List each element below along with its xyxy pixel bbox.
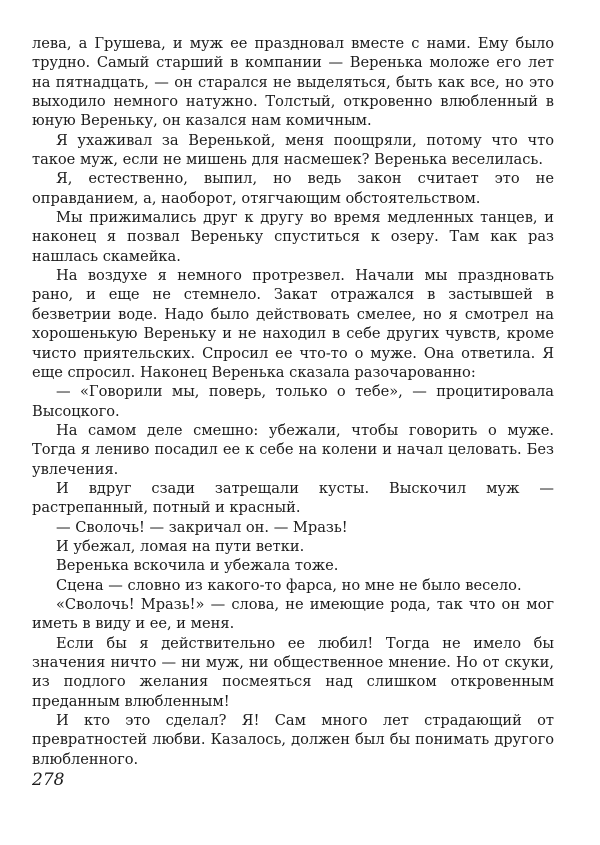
paragraph-14: Если бы я действительно ее любил! Тогда не имело бы значения ничто — ни муж, ни общественное мнение. Но от скуки, из подлого желания посмеяться над слишком откровенным преданным влюбленным!	[32, 634, 554, 710]
paragraph-3: Я, естественно, выпил, но ведь закон считает это не оправданием, а, наоборот, отягчающим обстоятельством.	[32, 170, 554, 207]
paragraph-6: — «Говорили мы, поверь, только о тебе», — процитировала Высоцкого.	[32, 383, 554, 420]
paragraph-2: Я ухаживал за Веренькой, меня поощряли, потому что что такое муж, если не мишень для насмешек? Веренька веселилась.	[32, 131, 554, 169]
paragraph-8: И вдруг сзади затрещали кусты. Выскочил муж — растрепанный, потный и красный.	[32, 479, 554, 517]
paragraph-15: И кто это сделал? Я! Сам много лет страдающий от превратностей любви. Казалось, должен был бы понимать другого влюбленного.	[32, 712, 554, 768]
page-number: 278	[32, 770, 65, 790]
paragraph-11: Веренька вскочила и убежала тоже.	[56, 557, 339, 575]
paragraph-12: Сцена — словно из какого-то фарса, но мне не было весело.	[56, 576, 522, 594]
paragraph-13: «Сволочь! Мразь!» — слова, не имеющие рода, так что он мог иметь в виду и ее, и меня.	[32, 595, 554, 633]
paragraph-7: На самом деле смешно: убежали, чтобы говорить о муже. Тогда я лениво посадил ее к себе на колени и начал целовать. Без увлечения.	[32, 421, 554, 478]
paragraph-4: Мы прижимались друг к другу во время медленных танцев, и наконец я позвал Вереньку спуститься к озеру. Там как раз нашлась скамейка.	[32, 209, 554, 265]
paragraph-9: — Сволочь! — закричал он. — Мразь!	[56, 518, 348, 536]
paragraph-5: На воздухе я немного протрезвел. Начали мы праздновать рано, и еще не стемнело. Закат отражался в застывшей в безветрии воде. Надо было действовать смелее, но я смотрел на хорошенькую Вереньку и не находил в себе других чувств, кроме чисто приятельских. Спросил ее что-то о муже. Она ответила. Я еще спросил. Наконец Веренька сказала разочарованно:	[32, 267, 554, 381]
paragraph-1: лева, а Грушева, и муж ее праздновал вместе с нами. Ему было трудно. Самый старший в компании — Веренька моложе его лет на пятнадцать, — он старался не выделяться, быть как все, но это выходило немного натужно. Толстый, откровенно влюбленный в юную Вереньку, он казался нам комичным.	[32, 35, 554, 130]
book-page-text	[32, 34, 554, 769]
paragraph-10: И убежал, ломая на пути ветки.	[56, 537, 305, 555]
